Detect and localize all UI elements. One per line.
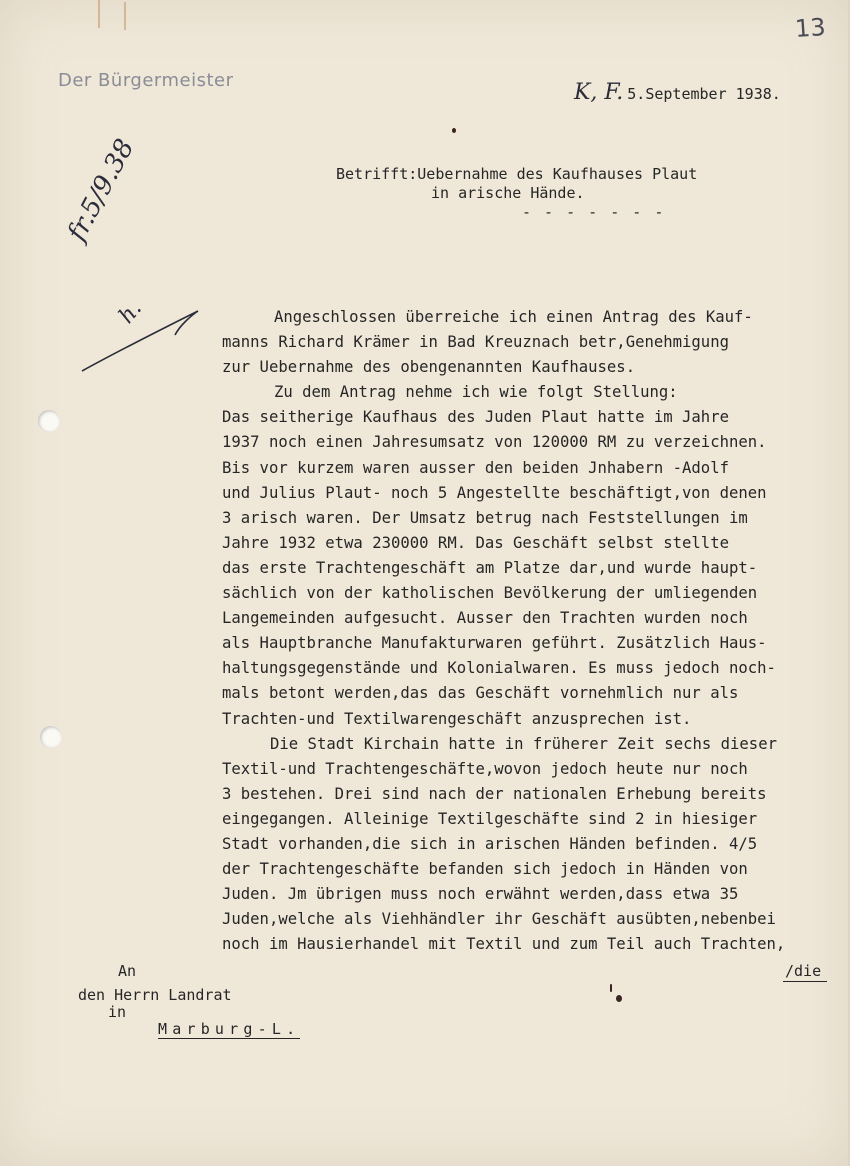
- margin-handwriting: fr.5/9.38: [62, 134, 141, 247]
- subject-block: [336, 165, 697, 203]
- body-line: Trachten-und Textilwarengeschäft anzusprechen ist.: [222, 709, 692, 728]
- subject-line-1: Betrifft:Uebernahme des Kaufhauses Plaut: [336, 165, 698, 183]
- paper-mark: [98, 0, 100, 28]
- pen-stroke: [80, 305, 205, 375]
- body-line: der Trachtengeschäfte befanden sich jedoch in Händen von: [222, 860, 748, 879]
- date-line: [574, 80, 781, 105]
- body-line: haltungsgegenstände und Kolonialwaren. Es muss jedoch noch-: [222, 659, 776, 678]
- date-initial: K, F.: [574, 80, 624, 105]
- body-line: eingegangen. Alleinige Textilgeschäfte sind 2 in hiesiger: [222, 809, 758, 828]
- ink-mark: [610, 984, 612, 992]
- body-line: als Hauptbranche Manufakturwaren geführt. Zusätzlich Haus-: [222, 634, 767, 653]
- body-line: 3 bestehen. Drei sind nach der nationalen Erhebung bereits: [222, 784, 767, 803]
- ink-dot: [616, 995, 622, 1002]
- body-line: Zu dem Antrag nehme ich wie folgt Stellung:: [274, 383, 678, 402]
- body-line: Langemeinden aufgesucht. Ausser den Trachten wurden noch: [222, 609, 748, 628]
- letter-body: [222, 305, 842, 957]
- address-in: in: [108, 1003, 127, 1021]
- subject-separator: - - - - - - -: [522, 203, 666, 221]
- body-line: Juden. Jm übrigen muss noch erwähnt werden,dass etwa 35: [222, 885, 739, 904]
- body-line: Das seitherige Kaufhaus des Juden Plaut hatte im Jahre: [222, 408, 729, 427]
- body-line: Juden,welche als Viehhändler ihr Geschäft ausübten,nebenbei: [222, 910, 776, 929]
- body-line: 1937 noch einen Jahresumsatz von 120000 RM zu verzeichnen.: [222, 433, 767, 452]
- body-line: Die Stadt Kirchain hatte in früherer Zeit sechs dieser: [270, 734, 777, 753]
- body-line: manns Richard Krämer in Bad Kreuznach betr,Genehmigung: [222, 333, 729, 352]
- subject-line-2: in arische Hände.: [431, 184, 585, 202]
- punch-hole: [40, 726, 62, 748]
- body-line: mals betont werden,das das Geschäft vornehmlich nur als: [222, 684, 739, 703]
- body-line: das erste Trachtengeschäft am Platze dar,und wurde haupt-: [222, 558, 758, 577]
- address-recipient: den Herrn Landrat: [78, 986, 232, 1004]
- body-line: Jahre 1932 etwa 230000 RM. Das Geschäft selbst stellte: [222, 533, 729, 552]
- body-line: Bis vor kurzem waren ausser den beiden Jnhabern -Adolf: [222, 458, 729, 477]
- address-city: Marburg-L.: [158, 1020, 301, 1038]
- margin-handwriting-initial: h.: [114, 296, 147, 329]
- body-line: Stadt vorhanden,die sich in arischen Händen befinden. 4/5: [222, 834, 758, 853]
- body-line: 3 arisch waren. Der Umsatz betrug nach Feststellungen im: [222, 508, 748, 527]
- page-number: 13: [794, 12, 827, 44]
- punch-hole: [38, 410, 60, 432]
- ink-dot: [452, 128, 456, 133]
- body-line: noch im Hausierhandel mit Textil und zum Teil auch Trachten,: [222, 935, 786, 954]
- body-line: Angeschlossen überreiche ich einen Antrag des Kauf-: [274, 308, 753, 326]
- body-line: Textil-und Trachtengeschäfte,wovon jedoch heute nur noch: [222, 759, 748, 778]
- page-continuation-mark: /die: [785, 962, 822, 980]
- body-line: sächlich von der katholischen Bevölkerung der umliegenden: [222, 584, 758, 603]
- letter-date: 5.September 1938.: [627, 85, 781, 103]
- letterhead-stamp: Der Bürgermeister: [58, 70, 234, 91]
- address-an: An: [118, 962, 137, 980]
- paper-mark: [124, 2, 126, 30]
- body-line: und Julius Plaut- noch 5 Angestellte beschäftigt,von denen: [222, 483, 767, 502]
- body-line: zur Uebernahme des obengenannten Kaufhauses.: [222, 358, 636, 377]
